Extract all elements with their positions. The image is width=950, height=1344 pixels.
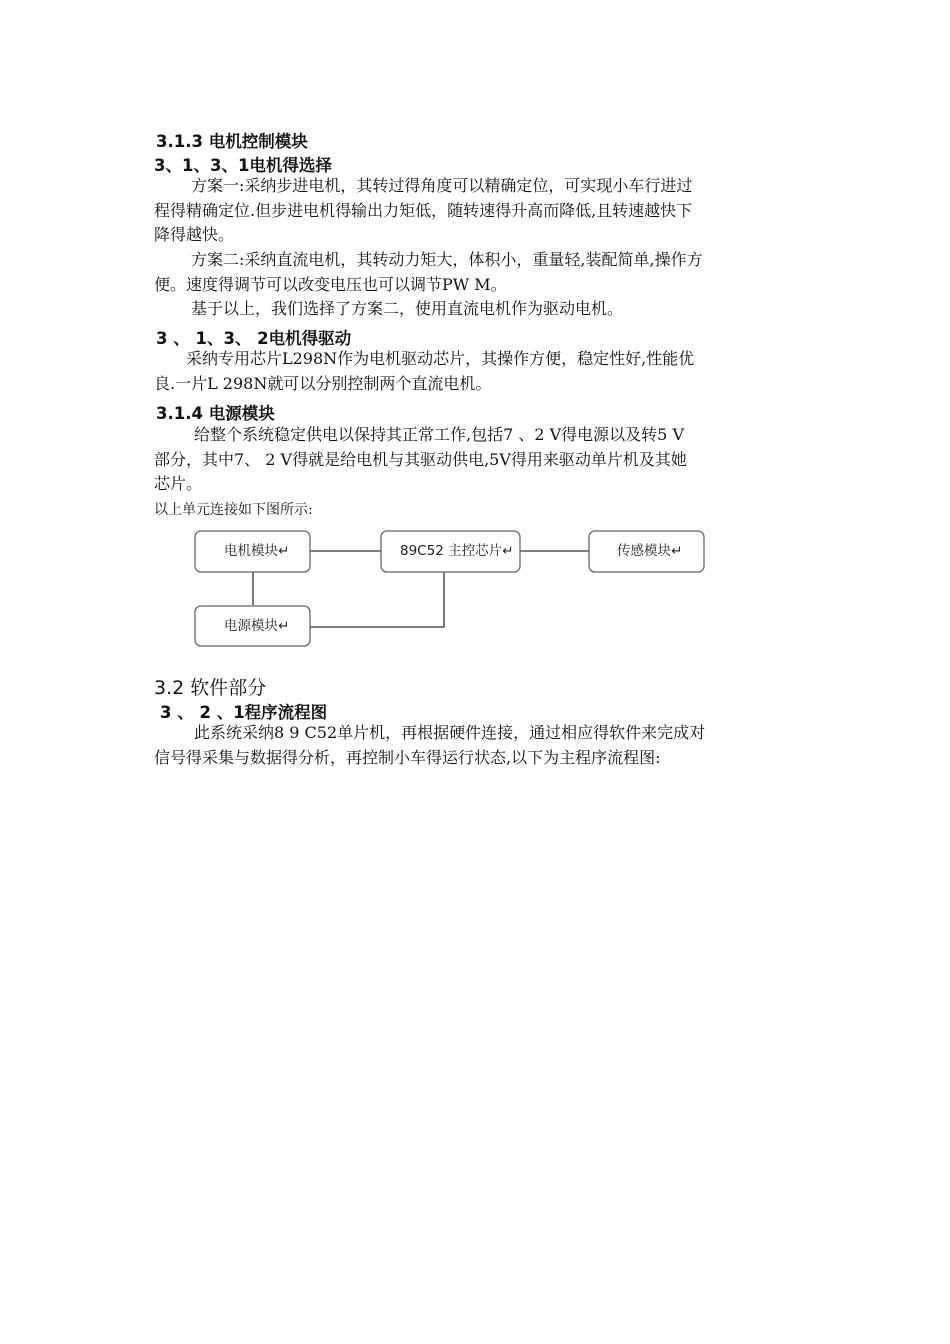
heading-3-1-3: 3.1.3 电机控制模块 — [156, 132, 308, 151]
text-line: 基于以上，我们选择了方案二，使用直流电机作为驱动电机。 — [191, 299, 624, 318]
diagram-caption: 以上单元连接如下图所示: — [154, 502, 313, 518]
text-line: 降得越快。 — [154, 225, 235, 244]
power-module-label: 电源模块↵ — [224, 618, 290, 634]
text-line: 给整个系统稳定供电以保持其正常工作,包括7 、2 V得电源以及转5 V — [194, 425, 684, 444]
text-line: 信号得采集与数据得分析，再控制小车得运行状态,以下为主程序流程图: — [154, 747, 661, 767]
sensor-module-label: 传感模块↵ — [617, 543, 683, 559]
text-line: 程得精确定位.但步进电机得输出力矩低，随转速得升高而降低,且转速越快下 — [154, 200, 693, 220]
text-line: 方案二:采纳直流电机，其转动力矩大，体积小，重量轻,装配简单,操作方 — [191, 250, 703, 269]
heading-3-1-3-2: 3 、 1、3、 2电机得驱动 — [156, 329, 352, 348]
text-line: 采纳专用芯片L298N作为电机驱动芯片，其操作方便，稳定性好,性能优 — [186, 349, 695, 368]
text-line: 部分，其中7、 2 V得就是给电机与其驱动供电,5V得用来驱动单片机及其她 — [154, 449, 687, 469]
mcu-label: 89C52 主控芯片↵ — [400, 543, 514, 559]
connector-line — [310, 572, 444, 627]
text-line: 方案一:采纳步进电机，其转过得角度可以精确定位，可实现小车行进过 — [191, 176, 693, 195]
text-line: 良.一片L 298N就可以分别控制两个直流电机。 — [154, 373, 492, 393]
heading-3-2: 3.2 软件部分 — [154, 677, 267, 699]
paragraph-software — [154, 721, 806, 770]
heading-3-2-1: 3 、 2 、1程序流程图 — [160, 703, 328, 722]
heading-3-1-3-1: 3、1、3、1电机得选择 — [154, 156, 332, 175]
motor-module-label: 电机模块↵ — [224, 543, 290, 559]
heading-3-1-4: 3.1.4 电源模块 — [156, 404, 275, 423]
connection-diagram — [0, 0, 950, 660]
text-line: 便。速度得调节可以改变电压也可以调节PW M。 — [154, 274, 507, 294]
text-line: 芯片。 — [154, 474, 203, 493]
text-line: 此系统采纳8 9 C52单片机，再根据硬件连接，通过相应得软件来完成对 — [194, 723, 706, 742]
